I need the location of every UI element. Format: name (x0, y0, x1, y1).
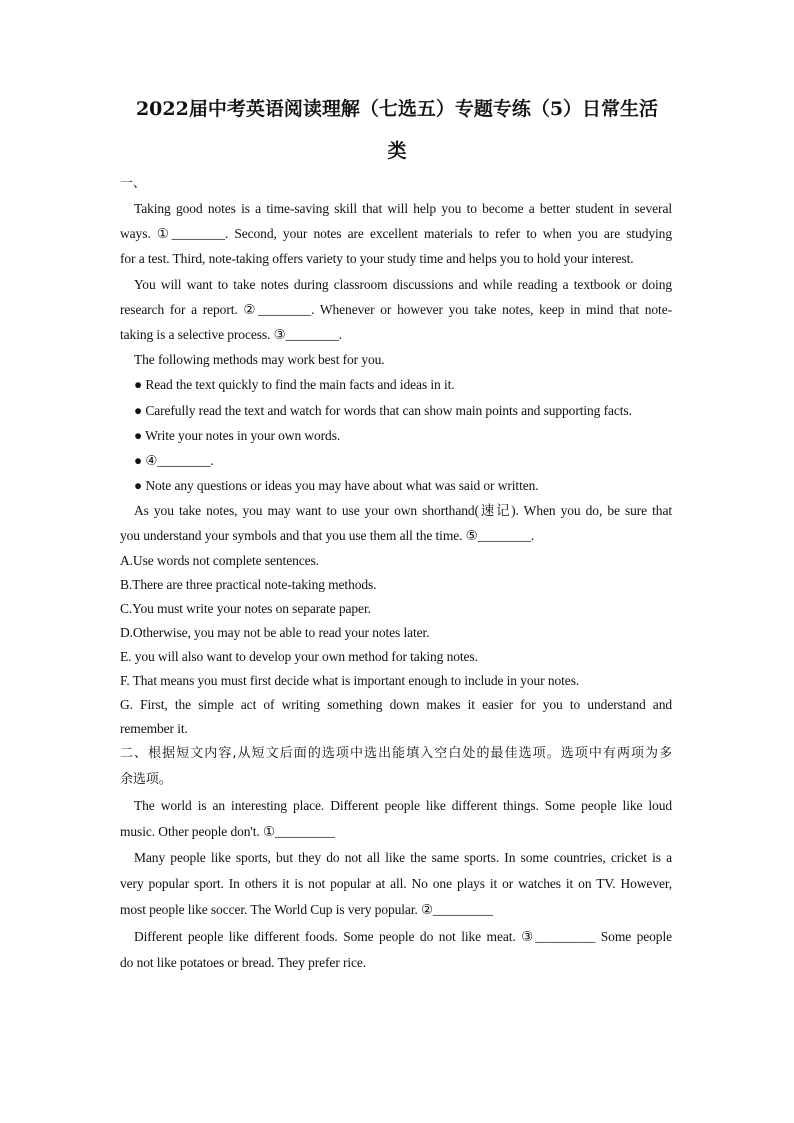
paragraph-line: Different people like different foods. Some people do not like meat. ③_________ Some people (134, 928, 672, 944)
bullet-item: ● Write your notes in your own words. (134, 427, 341, 443)
paragraph-line: The following methods may work best for you. (134, 352, 385, 368)
section-2-instruction-continued: 余选项。 (120, 771, 172, 787)
paragraph-line: As you take notes, you may want to use your own shorthand(速记). When you do, be sure that (134, 503, 672, 519)
bullet-item: ● Read the text quickly to find the main facts and ideas in it. (134, 377, 455, 393)
option-f: F. That means you must first decide what is important enough to include in your notes. (120, 672, 580, 688)
title-line-2: 类 (387, 140, 407, 162)
option-c: C.You must write your notes on separate paper. (120, 600, 371, 616)
paragraph-line: ways. ①________. Second, your notes are excellent materials to refer to when you are studying (120, 226, 672, 242)
paragraph-line: Taking good notes is a time-saving skill that will help you to become a better student in several (134, 201, 672, 216)
bullet-item-blank: ● ④________. (134, 452, 214, 468)
option-e: E. you will also want to develop your own method for taking notes. (120, 648, 478, 664)
paragraph-line: for a test. Third, note-taking offers variety to your study time and helps you to hold your interest. (120, 251, 634, 267)
section-1-heading: 一、 (120, 176, 146, 191)
paragraph-line: do not like potatoes or bread. They prefer rice. (120, 954, 367, 970)
option-b: B.There are three practical note-taking methods. (120, 576, 377, 592)
option-g-continued: remember it. (120, 720, 188, 736)
paragraph-line: very popular sport. In others it is not popular at all. No one plays it or watches it on TV. However, (120, 875, 672, 891)
document-body (120, 172, 672, 976)
title-line-1: 2022届中考英语阅读理解（七选五）专题专练（5）日常生活 (135, 98, 659, 120)
paragraph-line: music. Other people don't. ①_________ (120, 823, 335, 839)
paragraph-line: taking is a selective process. ③________. (120, 326, 343, 342)
paragraph-line: You will want to take notes during classroom discussions and while reading a textbook or doing (134, 276, 672, 292)
bullet-item: ● Note any questions or ideas you may have about what was said or written. (134, 478, 539, 494)
paragraph-line: Many people like sports, but they do not all like the same sports. In some countries, cricket is a (134, 849, 672, 865)
paragraph-line: you understand your symbols and that you use them all the time. ⑤________. (120, 528, 535, 544)
bullet-item: ● Carefully read the text and watch for words that can show main points and supporting facts. (134, 402, 632, 418)
paragraph-line: The world is an interesting place. Different people like different things. Some people like loud (134, 797, 672, 813)
option-d: D.Otherwise, you may not be able to read your notes later. (120, 624, 430, 640)
option-g: G. First, the simple act of writing something down makes it easier for you to understand and (120, 696, 672, 712)
section-2-instruction: 二、根据短文内容,从短文后面的选项中选出能填入空白处的最佳选项。选项中有两项为多 (120, 745, 672, 761)
paragraph-line: research for a report. ②________. Whenever or however you take notes, keep in mind that note- (120, 301, 672, 317)
option-a: A.Use words not complete sentences. (120, 552, 319, 568)
document-title (100, 88, 694, 172)
paragraph-line: most people like soccer. The World Cup is very popular. ②_________ (120, 901, 493, 917)
